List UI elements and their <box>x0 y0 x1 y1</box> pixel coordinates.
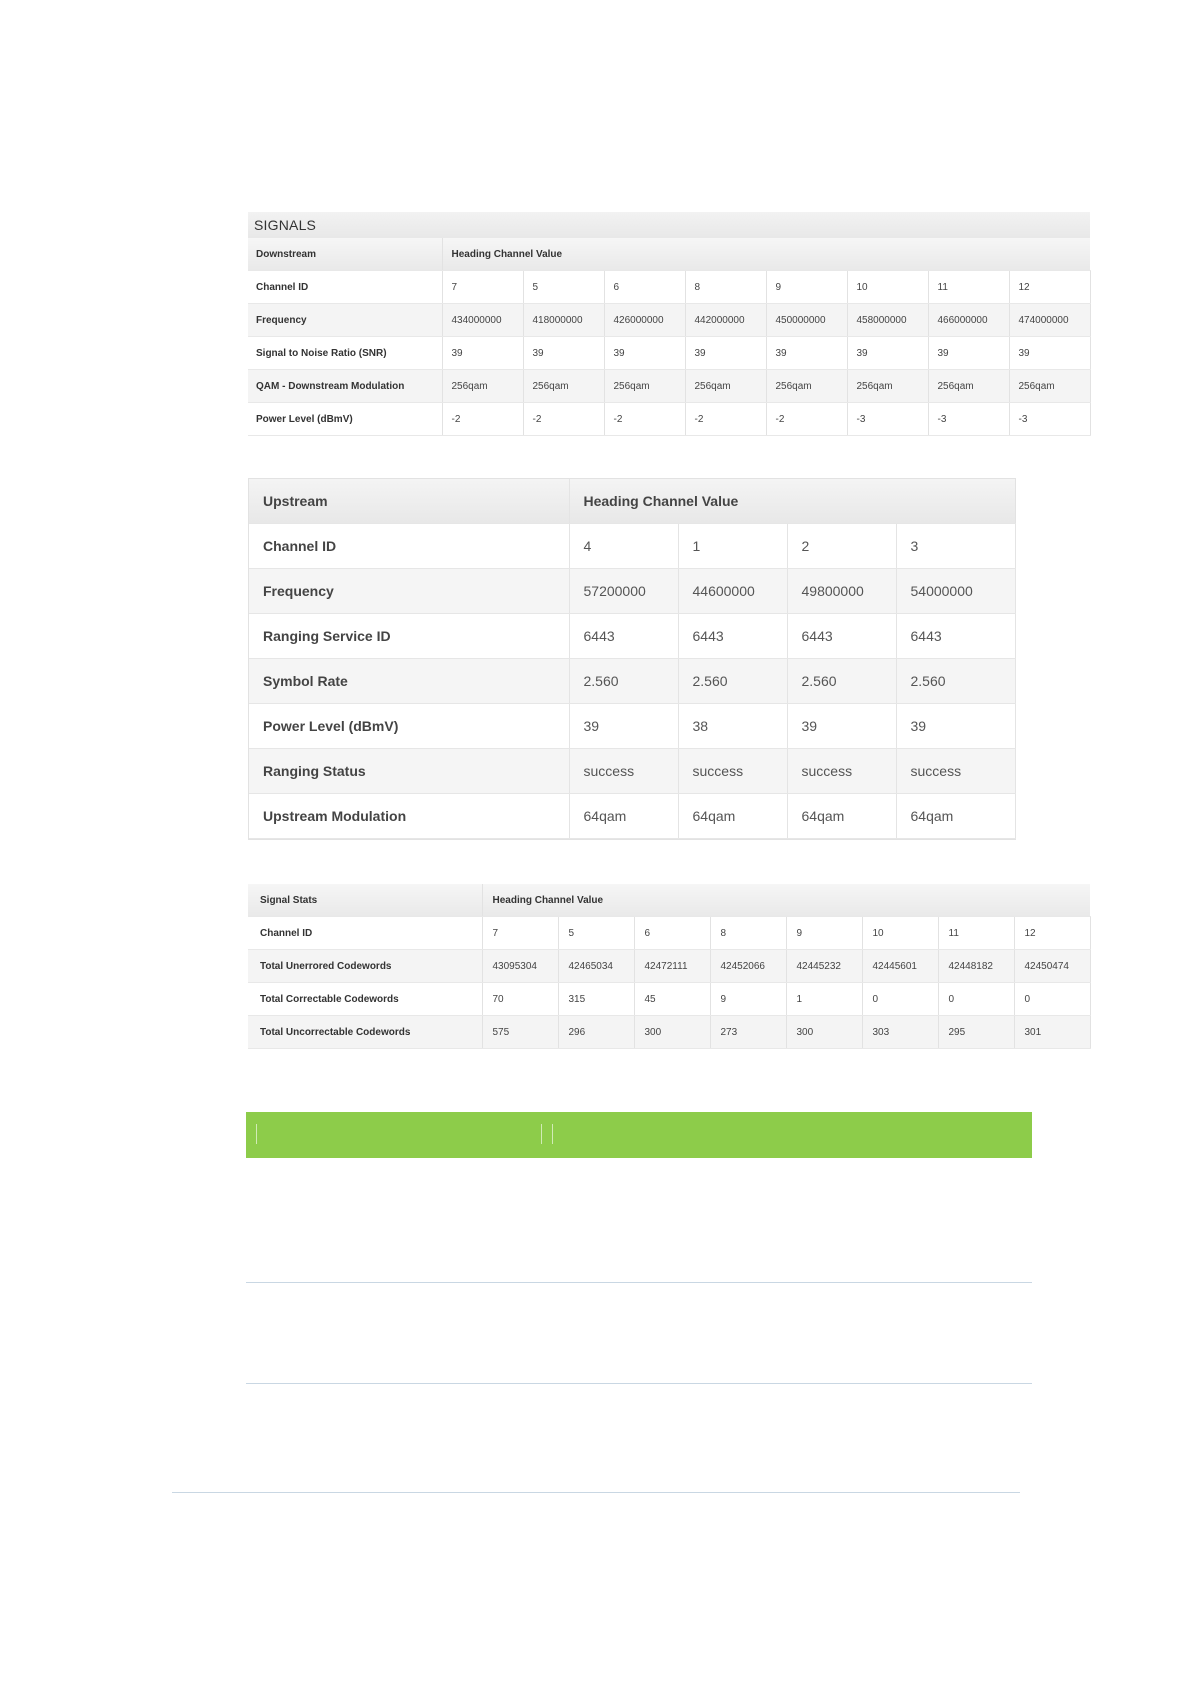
table-row <box>248 370 1090 403</box>
table-cell: 39 <box>442 337 523 370</box>
table-cell: 9 <box>766 271 847 304</box>
table-cell: -3 <box>847 403 928 436</box>
bar-divider <box>256 1124 257 1144</box>
table-row <box>249 569 1015 614</box>
table-header-row <box>248 238 1090 271</box>
table-cell: 2 <box>787 524 896 569</box>
table-row <box>249 659 1015 704</box>
table-cell: 57200000 <box>569 569 678 614</box>
table-row <box>248 271 1090 304</box>
table-cell: success <box>787 749 896 794</box>
table-cell: 42465034 <box>558 950 634 983</box>
row-label: Upstream Modulation <box>249 794 569 839</box>
table-cell: 0 <box>938 983 1014 1016</box>
table-cell: 54000000 <box>896 569 1015 614</box>
bar-divider <box>541 1124 542 1144</box>
divider <box>246 1282 1032 1283</box>
table-cell: 1 <box>678 524 787 569</box>
table-cell: 10 <box>847 271 928 304</box>
table-cell: 6 <box>634 917 710 950</box>
table-cell: 70 <box>482 983 558 1016</box>
bar-divider <box>552 1124 553 1144</box>
table-row <box>249 794 1015 839</box>
row-label: Channel ID <box>248 271 442 304</box>
table-cell: 39 <box>787 704 896 749</box>
table-cell: 45 <box>634 983 710 1016</box>
table-cell: 11 <box>928 271 1009 304</box>
upstream-header-label: Upstream <box>249 479 569 524</box>
row-label: Power Level (dBmV) <box>249 704 569 749</box>
table-cell: 315 <box>558 983 634 1016</box>
table-cell: 39 <box>523 337 604 370</box>
table-cell: -2 <box>685 403 766 436</box>
heading-channel-value: Heading Channel Value <box>569 479 1015 524</box>
table-cell: 2.560 <box>787 659 896 704</box>
table-cell: 9 <box>710 983 786 1016</box>
table-cell: -3 <box>1009 403 1090 436</box>
table-cell: 256qam <box>685 370 766 403</box>
table-cell: 12 <box>1014 917 1090 950</box>
table-cell: 442000000 <box>685 304 766 337</box>
table-cell: 6443 <box>787 614 896 659</box>
table-cell: 49800000 <box>787 569 896 614</box>
table-cell: 42472111 <box>634 950 710 983</box>
row-label: Power Level (dBmV) <box>248 403 442 436</box>
table-cell: 418000000 <box>523 304 604 337</box>
table-cell: -2 <box>766 403 847 436</box>
table-cell: 6443 <box>896 614 1015 659</box>
table-cell: 256qam <box>847 370 928 403</box>
downstream-signals-table <box>248 212 1090 436</box>
row-label: Ranging Status <box>249 749 569 794</box>
table-cell: 6443 <box>569 614 678 659</box>
table-cell: 6 <box>604 271 685 304</box>
table-cell: 39 <box>569 704 678 749</box>
table-cell: 5 <box>558 917 634 950</box>
row-label: Frequency <box>249 569 569 614</box>
divider <box>246 1383 1032 1384</box>
row-label: Symbol Rate <box>249 659 569 704</box>
table-cell: 39 <box>685 337 766 370</box>
table-cell: -2 <box>442 403 523 436</box>
table-cell: 8 <box>685 271 766 304</box>
table-row <box>248 304 1090 337</box>
row-label: QAM - Downstream Modulation <box>248 370 442 403</box>
table-cell: 256qam <box>442 370 523 403</box>
table-cell: 426000000 <box>604 304 685 337</box>
signals-title: SIGNALS <box>248 212 1090 238</box>
table-cell: 474000000 <box>1009 304 1090 337</box>
table-cell: 296 <box>558 1016 634 1049</box>
table-cell: 273 <box>710 1016 786 1049</box>
table-cell: 39 <box>604 337 685 370</box>
table-cell: 0 <box>862 983 938 1016</box>
table-cell: 42445601 <box>862 950 938 983</box>
table-cell: 434000000 <box>442 304 523 337</box>
table-cell: success <box>678 749 787 794</box>
table-cell: 42450474 <box>1014 950 1090 983</box>
table-cell: success <box>569 749 678 794</box>
table-cell: 301 <box>1014 1016 1090 1049</box>
heading-channel-value: Heading Channel Value <box>442 238 1090 271</box>
table-cell: 64qam <box>787 794 896 839</box>
table-row <box>249 704 1015 749</box>
table-cell: 42452066 <box>710 950 786 983</box>
table-row <box>249 749 1015 794</box>
table-cell: 10 <box>862 917 938 950</box>
table-row <box>249 614 1015 659</box>
table-cell: 5 <box>523 271 604 304</box>
table-cell: -3 <box>928 403 1009 436</box>
table-cell: 42445232 <box>786 950 862 983</box>
table-cell: 7 <box>442 271 523 304</box>
table-cell: 39 <box>847 337 928 370</box>
table-cell: 2.560 <box>896 659 1015 704</box>
table-cell: 8 <box>710 917 786 950</box>
table-cell: 39 <box>1009 337 1090 370</box>
table-cell: 39 <box>928 337 1009 370</box>
table-cell: 300 <box>786 1016 862 1049</box>
table-cell: 256qam <box>604 370 685 403</box>
table-cell: 43095304 <box>482 950 558 983</box>
table-row <box>249 524 1015 569</box>
row-label: Channel ID <box>248 917 482 950</box>
table-cell: 575 <box>482 1016 558 1049</box>
downstream-table <box>248 238 1091 436</box>
table-cell: 42448182 <box>938 950 1014 983</box>
table-row <box>248 950 1090 983</box>
row-label: Total Correctable Codewords <box>248 983 482 1016</box>
table-cell: 295 <box>938 1016 1014 1049</box>
table-cell: 4 <box>569 524 678 569</box>
table-cell: 2.560 <box>569 659 678 704</box>
table-cell: 466000000 <box>928 304 1009 337</box>
table-cell: 2.560 <box>678 659 787 704</box>
downstream-header-label: Downstream <box>248 238 442 271</box>
table-cell: 7 <box>482 917 558 950</box>
table-cell: 39 <box>896 704 1015 749</box>
table-row <box>248 403 1090 436</box>
table-cell: 256qam <box>1009 370 1090 403</box>
table-cell: 1 <box>786 983 862 1016</box>
table-row <box>248 337 1090 370</box>
table-cell: 64qam <box>678 794 787 839</box>
table-cell: success <box>896 749 1015 794</box>
table-header-row <box>248 884 1090 917</box>
row-label: Total Uncorrectable Codewords <box>248 1016 482 1049</box>
upstream-signals-table <box>248 478 1016 840</box>
green-status-bar <box>246 1112 1032 1158</box>
table-cell: 39 <box>766 337 847 370</box>
signal-stats-table <box>248 884 1090 1049</box>
table-cell: -2 <box>523 403 604 436</box>
row-label: Frequency <box>248 304 442 337</box>
table-cell: 3 <box>896 524 1015 569</box>
table-cell: 256qam <box>523 370 604 403</box>
table-cell: 6443 <box>678 614 787 659</box>
table-cell: 300 <box>634 1016 710 1049</box>
table-row <box>248 1016 1090 1049</box>
table-cell: 303 <box>862 1016 938 1049</box>
table-cell: 64qam <box>896 794 1015 839</box>
signal-stats-grid <box>248 884 1091 1049</box>
table-cell: 256qam <box>928 370 1009 403</box>
table-cell: 9 <box>786 917 862 950</box>
table-cell: 450000000 <box>766 304 847 337</box>
table-cell: 38 <box>678 704 787 749</box>
table-cell: 44600000 <box>678 569 787 614</box>
table-cell: 11 <box>938 917 1014 950</box>
row-label: Total Unerrored Codewords <box>248 950 482 983</box>
row-label: Signal to Noise Ratio (SNR) <box>248 337 442 370</box>
table-row <box>248 983 1090 1016</box>
table-cell: 12 <box>1009 271 1090 304</box>
row-label: Ranging Service ID <box>249 614 569 659</box>
signal-stats-header-label: Signal Stats <box>248 884 482 917</box>
table-cell: -2 <box>604 403 685 436</box>
heading-channel-value: Heading Channel Value <box>482 884 1090 917</box>
row-label: Channel ID <box>249 524 569 569</box>
table-cell: 64qam <box>569 794 678 839</box>
table-cell: 0 <box>1014 983 1090 1016</box>
table-cell: 458000000 <box>847 304 928 337</box>
upstream-table <box>249 479 1016 839</box>
table-cell: 256qam <box>766 370 847 403</box>
divider <box>172 1492 1020 1493</box>
table-row <box>248 917 1090 950</box>
table-header-row <box>249 479 1015 524</box>
